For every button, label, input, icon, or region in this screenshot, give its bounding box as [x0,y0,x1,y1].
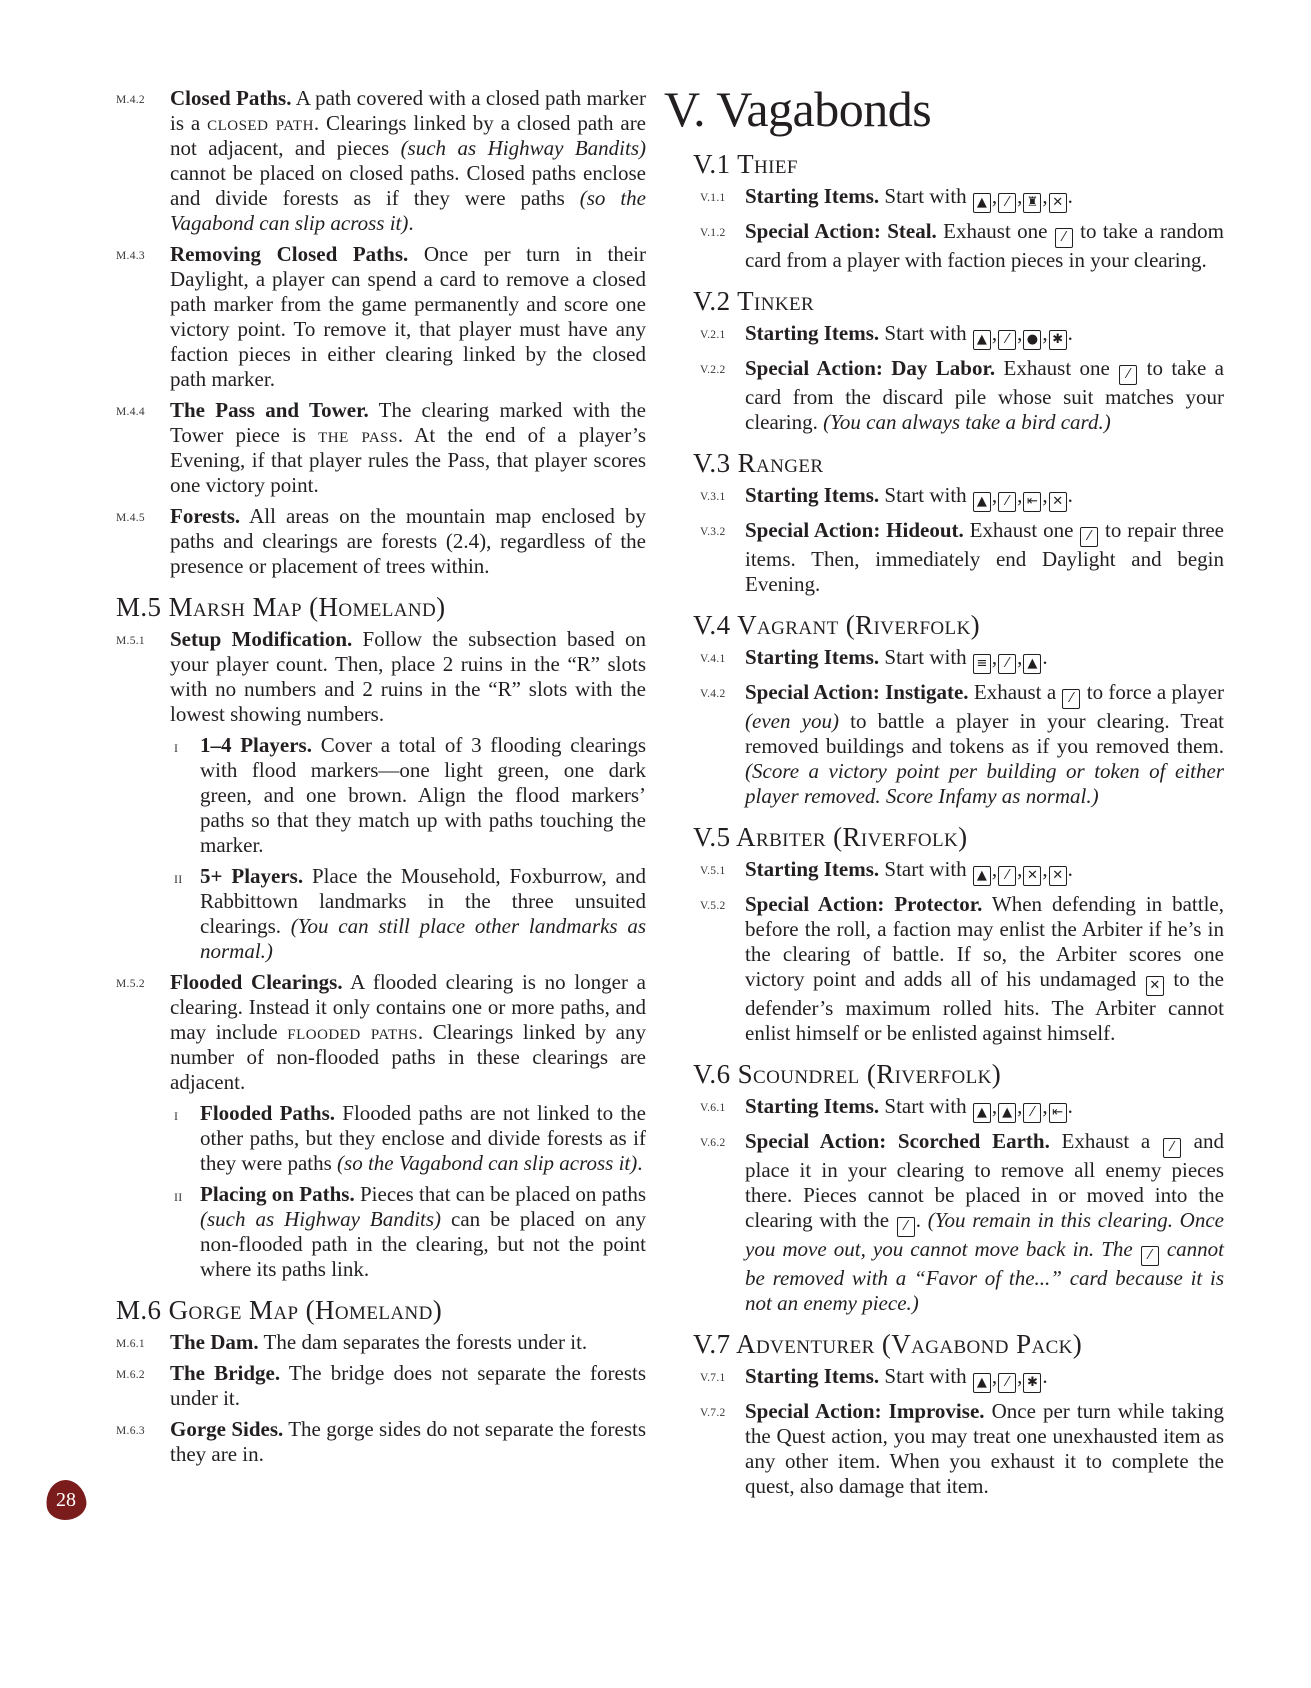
rule-title: Starting Items. [745,857,880,881]
rule-number: M.5.2 [116,978,145,990]
rule-m52: M.5.2 Flooded Clearings. A flooded clearing is no longer a clearing. Instead it only contains one or more paths, and may include flooded paths. Clearings linked by any number of non-flooded paths in these clearings are adjacent. [116,970,647,1094]
rule-m62: M.6.2 The Bridge. The bridge does not separate the forests under it. [116,1361,647,1410]
rule-m44: M.4.4 The Pass and Tower. The clearing marked with the Tower piece is the pass. At the end of a player’s Evening, if that player rules the Pass, that player scores one victory point. [116,398,646,497]
crossbow-icon: ⇤ [1049,1103,1067,1123]
rule-title: Gorge Sides. [170,1417,284,1441]
boot-icon: ▲ [973,866,991,886]
crossbow-icon: ⇤ [1023,492,1041,512]
subrule-number: I [174,1109,179,1123]
sword-icon: ✕ [1146,976,1164,996]
rule-number: M.6.1 [116,1338,145,1350]
chapter-title: V. Vagabonds [664,81,932,137]
rule-number: V.1.1 [700,192,726,204]
rule-title: Starting Items. [745,184,880,208]
boot-icon: ▲ [973,1103,991,1123]
rule-m43: M.4.3 Removing Closed Paths. Once per turn in their Daylight, a player can spend a card to remove a closed path marker from the game permanently and score one victory point. To remove it, that player must have any faction pieces in either clearing linked by the closed path marker. [116,242,646,391]
rule-title: 1–4 Players. [200,733,312,757]
torch-icon: ⁄ [1119,365,1137,385]
rule-title: Flooded Paths. [200,1101,336,1125]
rule-title: Special Action: Day Labor. [745,356,996,380]
rule-number: V.1.2 [700,227,726,239]
rule-number: M.4.2 [116,94,145,106]
torch-icon: ⁄ [998,492,1016,512]
rule-number: M.4.4 [116,406,145,418]
boot-icon: ▲ [1023,654,1041,674]
boot-icon: ▲ [973,330,991,350]
rule-number: V.2.1 [700,329,726,341]
rule-number: V.3.2 [700,526,726,538]
rule-title: Starting Items. [745,1094,880,1118]
rule-title: Special Action: Hideout. [745,518,964,542]
rule-number: V.5.1 [700,865,726,877]
rule-v11: V.1.1 Starting Items. Start with ▲ , ⁄ , ♜ , ✕ . [664,184,1224,213]
rule-v42: V.4.2 Special Action: Instigate. Exhaust a ⁄ to force a player (even you) to battle a player in your clearing. Treat removed buildings and tokens as if you removed them. (Score a victory point per building or token of either player removed. Score Infamy as normal.) [700,680,1224,808]
subrule-m51-i: I 1–4 Players. Cover a total of 3 flooding clearings with flood markers—one light green, one dark green, and one brown. Align the flood markers’ paths so that they match up with paths touching the marker. [174,733,646,857]
rule-number: M.5.1 [116,635,145,647]
sword-icon: ✕ [1049,866,1067,886]
bag-icon: ● [1023,330,1041,350]
section-heading-ranger: V.3 Ranger [693,448,824,478]
rule-number: V.5.2 [700,900,726,912]
torch-icon: ⁄ [1163,1138,1181,1158]
torch-icon: ⁄ [1055,228,1073,248]
rule-v32: V.3.2 Special Action: Hideout. Exhaust one ⁄ to repair three items. Then, immediately end Daylight and begin Evening. [700,518,1224,596]
rule-title: The Bridge. [170,1361,281,1385]
rule-title: Removing Closed Paths. [170,242,409,266]
boot-icon: ▲ [973,1373,991,1393]
rule-number: V.4.2 [700,688,726,700]
hammer-icon: ✱ [1023,1373,1041,1393]
torch-icon: ⁄ [998,866,1016,886]
rule-m63: M.6.3 Gorge Sides. The gorge sides do not separate the forests they are in. [116,1417,646,1466]
rule-title: The Dam. [170,1330,259,1354]
boot-icon: ▲ [998,1103,1016,1123]
rule-v71: V.7.1 Starting Items. Start with ▲ , ⁄ , ✱ . [664,1364,1224,1393]
rule-number: M.6.3 [116,1425,145,1437]
boot-icon: ▲ [973,492,991,512]
tea-icon: ♜ [1023,193,1041,213]
right-column [664,81,1224,1505]
rule-title: Starting Items. [745,1364,880,1388]
rule-title: Placing on Paths. [200,1182,355,1206]
sword-icon: ✕ [1023,866,1041,886]
rule-number: M.6.2 [116,1369,145,1381]
subrule-m51-ii: II 5+ Players. Place the Mousehold, Foxburrow, and Rabbittown landmarks in the three unsuited clearings. (You can still place other landmarks as normal.) [174,864,647,963]
section-heading-vagrant: V.4 Vagrant (Riverfolk) [693,610,981,640]
rule-number: M.4.5 [116,512,145,524]
rule-title: Special Action: Improvise. [745,1399,985,1423]
subrule-number: I [174,741,179,755]
subrule-number: II [174,1190,183,1204]
rule-number: V.7.2 [700,1407,726,1419]
section-heading-scoundrel: V.6 Scoundrel (Riverfolk) [693,1059,1002,1089]
section-heading-arbiter: V.5 Arbiter (Riverfolk) [693,822,968,852]
section-heading-m5: M.5 Marsh Map (Homeland) [116,592,446,622]
sword-icon: ✕ [1049,193,1067,213]
rule-title: Starting Items. [745,483,880,507]
left-column [116,86,646,1473]
rule-title: Setup Modification. [170,627,353,651]
rule-number: V.6.1 [700,1102,726,1114]
rule-number: V.4.1 [700,653,726,665]
boot-icon: ▲ [973,193,991,213]
rule-title: Starting Items. [745,321,880,345]
rule-m61: M.6.1 The Dam. The dam separates the forests under it. [116,1330,646,1355]
torch-icon: ⁄ [998,654,1016,674]
page-number: 28 [56,1489,76,1511]
rule-v62: V.6.2 Special Action: Scorched Earth. Exhaust a ⁄ and place it in your clearing to remove all enemy pieces there. Pieces cannot be placed in or moved into the clearing with the ⁄ . (You remain in this clearing. Once you move out, you cannot move back in. The ⁄ cannot be removed with a “Favor of the...” card because it is not an enemy piece.) [700,1129,1224,1315]
rule-title: Special Action: Scorched Earth. [745,1129,1050,1153]
rule-v22: V.2.2 Special Action: Day Labor. Exhaust one ⁄ to take a card from the discard pile whose suit matches your clearing. (You can always take a bird card.) [700,356,1224,434]
rule-title: Starting Items. [745,645,880,669]
subrule-m52-ii: II Placing on Paths. Pieces that can be placed on paths (such as Highway Bandits) can be placed on any non-flooded path in the clearing, but not the point where its paths link. [174,1182,646,1281]
rule-number: V.2.2 [700,364,726,376]
torch-icon: ⁄ [998,330,1016,350]
section-heading-tinker: V.2 Tinker [693,286,815,316]
rule-title: Forests. [170,504,241,528]
rule-title: The Pass and Tower. [170,398,369,422]
subrule-number: II [174,872,183,886]
rule-v21: V.2.1 Starting Items. Start with ▲ , ⁄ , ● , ✱ . [664,321,1224,350]
section-heading-adventurer: V.7 Adventurer (Vagabond Pack) [693,1329,1083,1359]
page-number-badge [43,1477,88,1522]
rule-m45: M.4.5 Forests. All areas on the mountain map enclosed by paths and clearings are forests (2.4), regardless of the presence or placement of trees within. [116,504,646,578]
rule-title: Special Action: Protector. [745,892,983,916]
torch-icon: ⁄ [998,1373,1016,1393]
rule-title: Flooded Clearings. [170,970,343,994]
rule-v31: V.3.1 Starting Items. Start with ▲ , ⁄ , ⇤ , ✕ . [664,483,1224,512]
rule-v52: V.5.2 Special Action: Protector. When defending in battle, before the roll, a faction may enlist the Arbiter if he’s in the clearing of battle. If so, the Arbiter scores one victory point and adds all of his undamaged ✕ to the defender’s maximum rolled hits. The Arbiter cannot enlist himself or be enlisted against himself. [700,892,1224,1045]
torch-icon: ⁄ [1023,1103,1041,1123]
rule-title: Special Action: Steal. [745,219,937,243]
torch-icon: ⁄ [897,1217,915,1237]
coins-icon: ≡ [973,654,991,674]
sword-icon: ✕ [1049,492,1067,512]
rule-title: 5+ Players. [200,864,304,888]
section-heading-thief: V.1 Thief [693,149,798,179]
rule-number: V.7.1 [700,1372,726,1384]
rule-v51: V.5.1 Starting Items. Start with ▲ , ⁄ , ✕ , ✕ . [664,857,1224,886]
rule-v12: V.1.2 Special Action: Steal. Exhaust one ⁄ to take a random card from a player with faction pieces in your clearing. [700,219,1224,272]
torch-icon: ⁄ [1062,689,1080,709]
rule-number: V.3.1 [700,491,726,503]
hammer-icon: ✱ [1049,330,1067,350]
subrule-m52-i: I Flooded Paths. Flooded paths are not linked to the other paths, but they enclose and divide forests as if they were paths (so the Vagabond can slip across it). [174,1101,646,1175]
rule-number: V.6.2 [700,1137,726,1149]
rule-number: M.4.3 [116,250,145,262]
rule-v61: V.6.1 Starting Items. Start with ▲ , ▲ , ⁄ , ⇤ . [664,1094,1224,1123]
rule-title: Special Action: Instigate. [745,680,969,704]
torch-icon: ⁄ [1080,527,1098,547]
rule-m42: M.4.2 Closed Paths. A path covered with a closed path marker is a closed path. Clearings linked by a closed path are not adjacent, and pieces (such as Highway Bandits) cannot be placed on closed paths. Closed paths enclose and divide forests as if they were paths (so the Vagabond can slip across it). [116,86,647,235]
section-heading-m6: M.6 Gorge Map (Homeland) [116,1295,443,1325]
rule-m51: M.5.1 Setup Modification. Follow the subsection based on your player count. Then, place 2 ruins in the “R” slots with no numbers and 2 ruins in the “R” slots with the lowest showing numbers. [116,627,647,726]
rule-title: Closed Paths. [170,86,292,110]
torch-icon: ⁄ [998,193,1016,213]
rule-v72: V.7.2 Special Action: Improvise. Once per turn while taking the Quest action, you may treat one unexhausted item as any other item. When you exhaust it to complete the quest, also damage that item. [700,1399,1224,1498]
torch-icon: ⁄ [1141,1246,1159,1266]
rule-v41: V.4.1 Starting Items. Start with ≡ , ⁄ , ▲ . [664,645,1224,674]
